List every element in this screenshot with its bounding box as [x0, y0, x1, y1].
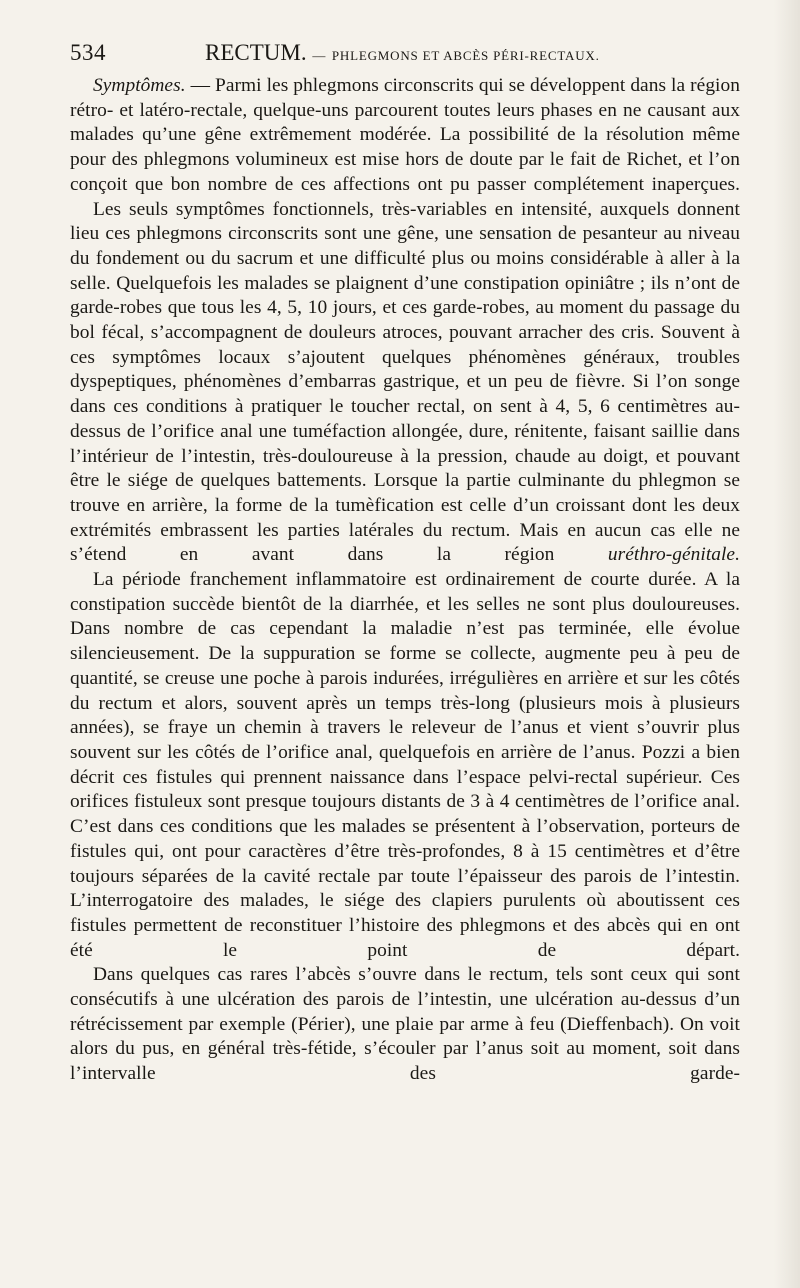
body-text	[70, 74, 740, 1087]
paragraph-text: — Parmi les phlegmons circonscrits qui se développent dans la région rétro- et latéro-rectale, quelque-uns parcourent toutes leurs phases en ne causant aux malades qu’une gêne extrêmement modérée. La possibilité de la résolution même pour des phlegmons volumineux est mise hors de doute par le fait de Richet, et l’on conçoit que bon nombre de ces affections ont pu passer complétement inaperçues.	[70, 75, 740, 195]
paragraph-functional-symptoms	[70, 198, 740, 569]
page-header	[70, 38, 740, 68]
page-edge-shadow	[774, 0, 800, 1288]
paragraph-text: Dans quelques cas rares l’abcès s’ouvre dans le rectum, tels sont ceux qui sont consécutifs à une ulcération des parois de l’intestin, une ulcération au-dessus d’un rétrécissement par exemple (Périer), une plaie par arme à feu (Dieffenbach). On voit alors du pus, en général très-fétide, s’écouler par l’anus soit au moment, soit dans l’intervalle des garde-	[70, 964, 740, 1085]
running-head	[205, 38, 600, 71]
page-number: 534	[70, 40, 106, 65]
running-subtitle: PHLEGMONS ET ABCÈS PÉRI-RECTAUX.	[331, 48, 600, 63]
section-heading: Symptômes.	[93, 75, 186, 96]
paragraph-symptoms	[70, 74, 740, 198]
paragraph-rectal-opening	[70, 963, 740, 1087]
paragraph-text: Les seuls symptômes fonctionnels, très-variables en intensité, auxquels donnent lieu ces phlegmons circonscrits sont une gêne, une sensation de pesanteur au niveau du fondement ou du sacrum et une difficulté plus ou moins considérable à aller à la selle. Quelquefois les malades se plaignent d’une constipation opiniâtre ; ils n’ont de garde-robes que tous les 4, 5, 10 jours, et ces garde-robes, au moment du passage du bol fécal, s’accompagnent de douleurs atroces, pouvant arracher des cris. Souvent à ces symptômes locaux s’ajoutent quelques phénomènes généraux, troubles dyspeptiques, phénomènes d’embarras gastrique, et un peu de fièvre. Si l’on songe dans ces conditions à pratiquer le toucher rectal, on sent à 4, 5, 6 centimètres au-dessus de l’orifice anal une tuméfaction allongée, dure, rénitente, faisant saillie dans l’intérieur de l’intestin, très-douloureuse à la pression, chaude au doigt, et pouvant être le siége de quelques battements. Lorsque la partie culminante du phlegmon se trouve en arrière, la forme de la tumèfication est celle d’un croissant dont les deux extrémités embrassent les parties latérales du rectum. Mais en aucun cas elle ne s’étend en avant dans la région	[70, 198, 740, 566]
paragraph-inflammatory-period	[70, 568, 740, 963]
paragraph-text: La période franchement inflammatoire est ordinairement de courte durée. A la constipation succède bientôt de la diarrhée, et les selles ne sont plus douloureuses. Dans nombre de cas cependant la maladie n’est pas terminée, elle évolue silencieusement. De la suppuration se forme se collecte, augmente peu à peu de quantité, se creuse une poche à parois indurées, irrégulières en arrière et sur les côtés du rectum et alors, souvent après un temps très-long (plusieurs mois à plusieurs années), se fraye un chemin à travers le releveur de l’anus et vient s’ouvrir plus souvent sur les côtés de l’orifice anal, quelquefois en arrière de l’anus. Pozzi a bien décrit ces fistules qui prennent naissance dans l’espace pelvi-rectal supérieur. Ces orifices fistuleux sont presque toujours distants de 3 à 4 centimètres de l’orifice anal. C’est dans ces conditions que les malades se présentent à l’observation, porteurs de fistules qui, ont pour caractères d’être très-profondes, 8 à 15 centimètres et d’être toujours séparées de la cavité rectale par toute l’épaisseur des parois de l’intestin. L’interrogatoire des malades, le siége des clapiers purulents où aboutissent ces fistules permettent de reconstituer l’histoire des phlegmons et des abcès qui en ont été le point de départ.	[70, 569, 740, 961]
running-separator: —	[312, 48, 327, 63]
running-title: RECTUM.	[205, 40, 307, 65]
italic-term: uréthro-génitale.	[607, 544, 740, 566]
